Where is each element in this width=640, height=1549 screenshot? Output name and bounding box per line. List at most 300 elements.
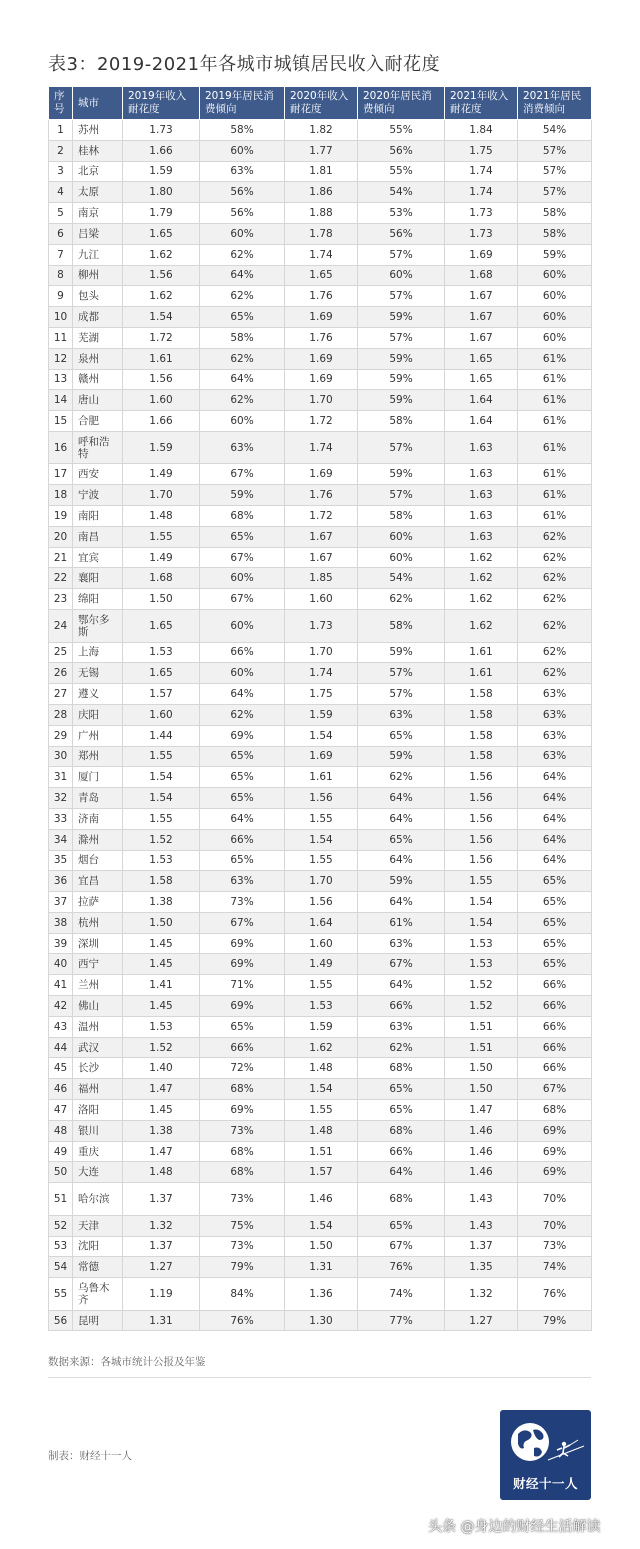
cell-2021-consumption: 58% bbox=[518, 203, 592, 224]
table-row bbox=[49, 161, 592, 182]
cell-2020-income: 1.72 bbox=[285, 506, 358, 527]
cell-2020-income: 1.55 bbox=[285, 975, 358, 996]
cell-2021-income: 1.63 bbox=[445, 506, 518, 527]
cell-2021-consumption: 70% bbox=[518, 1183, 592, 1216]
cell-2020-consumption: 57% bbox=[358, 327, 445, 348]
cell-2019-consumption: 73% bbox=[200, 1120, 285, 1141]
cell-index: 8 bbox=[49, 265, 73, 286]
col-header-city: 城市 bbox=[73, 87, 123, 120]
cell-index: 40 bbox=[49, 954, 73, 975]
table-row bbox=[49, 642, 592, 663]
cell-2020-consumption: 55% bbox=[358, 161, 445, 182]
cell-index: 6 bbox=[49, 223, 73, 244]
cell-2021-income: 1.50 bbox=[445, 1058, 518, 1079]
cell-2021-consumption: 66% bbox=[518, 996, 592, 1017]
cell-2021-consumption: 60% bbox=[518, 327, 592, 348]
cell-2019-income: 1.45 bbox=[123, 1100, 200, 1121]
table-row bbox=[49, 1278, 592, 1311]
cell-2021-income: 1.74 bbox=[445, 182, 518, 203]
cell-2019-consumption: 65% bbox=[200, 1016, 285, 1037]
cell-2020-income: 1.60 bbox=[285, 933, 358, 954]
cell-2019-income: 1.38 bbox=[123, 1120, 200, 1141]
cell-2019-income: 1.40 bbox=[123, 1058, 200, 1079]
cell-city: 包头 bbox=[73, 286, 123, 307]
cell-2021-consumption: 57% bbox=[518, 182, 592, 203]
cell-2019-income: 1.66 bbox=[123, 140, 200, 161]
cell-2020-income: 1.76 bbox=[285, 327, 358, 348]
cell-2021-consumption: 60% bbox=[518, 265, 592, 286]
cell-2019-consumption: 62% bbox=[200, 390, 285, 411]
table-row bbox=[49, 506, 592, 527]
table-row bbox=[49, 140, 592, 161]
cell-2020-income: 1.69 bbox=[285, 307, 358, 328]
table-row bbox=[49, 767, 592, 788]
cell-2019-consumption: 65% bbox=[200, 850, 285, 871]
cell-2019-income: 1.55 bbox=[123, 526, 200, 547]
cell-2020-income: 1.74 bbox=[285, 244, 358, 265]
cell-2019-income: 1.54 bbox=[123, 767, 200, 788]
cell-city: 宁波 bbox=[73, 485, 123, 506]
cell-2021-consumption: 62% bbox=[518, 663, 592, 684]
cell-2020-income: 1.70 bbox=[285, 390, 358, 411]
cell-2021-income: 1.62 bbox=[445, 547, 518, 568]
cell-2021-consumption: 66% bbox=[518, 1037, 592, 1058]
table-row bbox=[49, 725, 592, 746]
cell-2019-consumption: 67% bbox=[200, 912, 285, 933]
cell-2020-consumption: 58% bbox=[358, 411, 445, 432]
cell-city: 杭州 bbox=[73, 912, 123, 933]
cell-2020-consumption: 59% bbox=[358, 390, 445, 411]
cell-2021-consumption: 61% bbox=[518, 464, 592, 485]
cell-city: 福州 bbox=[73, 1079, 123, 1100]
cell-2021-income: 1.47 bbox=[445, 1100, 518, 1121]
cell-index: 36 bbox=[49, 871, 73, 892]
cell-2019-income: 1.45 bbox=[123, 933, 200, 954]
cell-2020-consumption: 64% bbox=[358, 808, 445, 829]
cell-index: 41 bbox=[49, 975, 73, 996]
cell-2020-income: 1.82 bbox=[285, 120, 358, 141]
table-row bbox=[49, 1257, 592, 1278]
cell-index: 16 bbox=[49, 431, 73, 464]
cell-2021-consumption: 60% bbox=[518, 286, 592, 307]
cell-2021-income: 1.50 bbox=[445, 1079, 518, 1100]
cell-2019-consumption: 64% bbox=[200, 265, 285, 286]
cell-city: 芜湖 bbox=[73, 327, 123, 348]
cell-2019-consumption: 62% bbox=[200, 348, 285, 369]
cell-city: 无锡 bbox=[73, 663, 123, 684]
cell-2019-consumption: 68% bbox=[200, 1079, 285, 1100]
col-header-2021-income: 2021年收入耐花度 bbox=[445, 87, 518, 120]
cell-city: 重庆 bbox=[73, 1141, 123, 1162]
cell-2020-income: 1.81 bbox=[285, 161, 358, 182]
cell-city: 厦门 bbox=[73, 767, 123, 788]
cell-city: 长沙 bbox=[73, 1058, 123, 1079]
cell-2021-consumption: 70% bbox=[518, 1215, 592, 1236]
cell-2019-income: 1.32 bbox=[123, 1215, 200, 1236]
cell-2020-income: 1.56 bbox=[285, 892, 358, 913]
table-row bbox=[49, 1100, 592, 1121]
cell-2021-income: 1.51 bbox=[445, 1037, 518, 1058]
cell-2019-income: 1.52 bbox=[123, 829, 200, 850]
cell-2021-consumption: 64% bbox=[518, 829, 592, 850]
table-row bbox=[49, 892, 592, 913]
cell-2021-consumption: 67% bbox=[518, 1079, 592, 1100]
cell-2019-consumption: 75% bbox=[200, 1215, 285, 1236]
cell-2019-consumption: 69% bbox=[200, 1100, 285, 1121]
cell-2020-consumption: 59% bbox=[358, 464, 445, 485]
cell-index: 45 bbox=[49, 1058, 73, 1079]
cell-index: 14 bbox=[49, 390, 73, 411]
cell-2020-income: 1.85 bbox=[285, 568, 358, 589]
cell-index: 28 bbox=[49, 704, 73, 725]
cell-index: 32 bbox=[49, 788, 73, 809]
cell-city: 鄂尔多斯 bbox=[73, 610, 123, 643]
cell-index: 46 bbox=[49, 1079, 73, 1100]
cell-2020-consumption: 65% bbox=[358, 1100, 445, 1121]
cell-index: 29 bbox=[49, 725, 73, 746]
brand-logo bbox=[500, 1410, 591, 1500]
cell-2019-income: 1.60 bbox=[123, 390, 200, 411]
cell-index: 33 bbox=[49, 808, 73, 829]
cell-city: 烟台 bbox=[73, 850, 123, 871]
table-row bbox=[49, 411, 592, 432]
cell-2020-income: 1.67 bbox=[285, 526, 358, 547]
cell-2021-income: 1.54 bbox=[445, 912, 518, 933]
cell-2021-income: 1.67 bbox=[445, 286, 518, 307]
cell-2019-consumption: 56% bbox=[200, 182, 285, 203]
cell-city: 郑州 bbox=[73, 746, 123, 767]
cell-2021-income: 1.67 bbox=[445, 307, 518, 328]
cell-2021-consumption: 69% bbox=[518, 1141, 592, 1162]
cell-2020-income: 1.88 bbox=[285, 203, 358, 224]
col-header-2021-consumption: 2021年居民消费倾向 bbox=[518, 87, 592, 120]
cell-index: 52 bbox=[49, 1215, 73, 1236]
cell-2020-consumption: 57% bbox=[358, 286, 445, 307]
cell-2021-income: 1.64 bbox=[445, 390, 518, 411]
cell-2019-consumption: 60% bbox=[200, 140, 285, 161]
cell-index: 54 bbox=[49, 1257, 73, 1278]
cell-city: 襄阳 bbox=[73, 568, 123, 589]
cell-2019-income: 1.19 bbox=[123, 1278, 200, 1311]
cell-2019-income: 1.37 bbox=[123, 1236, 200, 1257]
cell-2020-income: 1.54 bbox=[285, 1079, 358, 1100]
cell-2021-income: 1.35 bbox=[445, 1257, 518, 1278]
table-header-row bbox=[49, 87, 592, 120]
cell-2021-income: 1.46 bbox=[445, 1141, 518, 1162]
cell-2020-consumption: 76% bbox=[358, 1257, 445, 1278]
cell-2019-income: 1.56 bbox=[123, 265, 200, 286]
table-row bbox=[49, 369, 592, 390]
cell-2019-income: 1.27 bbox=[123, 1257, 200, 1278]
cell-index: 43 bbox=[49, 1016, 73, 1037]
cell-2021-consumption: 61% bbox=[518, 485, 592, 506]
table-row bbox=[49, 1215, 592, 1236]
cell-2021-income: 1.56 bbox=[445, 808, 518, 829]
table-row bbox=[49, 933, 592, 954]
cell-2021-consumption: 73% bbox=[518, 1236, 592, 1257]
cell-2019-income: 1.55 bbox=[123, 746, 200, 767]
cell-2021-income: 1.65 bbox=[445, 369, 518, 390]
cell-2021-income: 1.69 bbox=[445, 244, 518, 265]
cell-2020-consumption: 64% bbox=[358, 892, 445, 913]
table-body bbox=[49, 120, 592, 1331]
cell-2019-income: 1.52 bbox=[123, 1037, 200, 1058]
cell-2020-consumption: 65% bbox=[358, 829, 445, 850]
cell-city: 苏州 bbox=[73, 120, 123, 141]
cell-2019-consumption: 67% bbox=[200, 547, 285, 568]
cell-city: 太原 bbox=[73, 182, 123, 203]
table-row bbox=[49, 912, 592, 933]
cell-2020-income: 1.70 bbox=[285, 871, 358, 892]
cell-index: 21 bbox=[49, 547, 73, 568]
col-header-2020-income: 2020年收入耐花度 bbox=[285, 87, 358, 120]
cell-2021-consumption: 65% bbox=[518, 892, 592, 913]
cell-2019-consumption: 68% bbox=[200, 1162, 285, 1183]
cell-2019-consumption: 73% bbox=[200, 1236, 285, 1257]
cell-2021-income: 1.52 bbox=[445, 975, 518, 996]
cell-index: 47 bbox=[49, 1100, 73, 1121]
cell-2021-consumption: 61% bbox=[518, 506, 592, 527]
cell-2020-consumption: 68% bbox=[358, 1120, 445, 1141]
cell-2020-consumption: 58% bbox=[358, 610, 445, 643]
cell-index: 48 bbox=[49, 1120, 73, 1141]
table-row bbox=[49, 1016, 592, 1037]
cell-2020-income: 1.48 bbox=[285, 1058, 358, 1079]
cell-2019-income: 1.53 bbox=[123, 642, 200, 663]
cell-2021-consumption: 57% bbox=[518, 140, 592, 161]
cell-2021-consumption: 64% bbox=[518, 788, 592, 809]
cell-2019-consumption: 60% bbox=[200, 411, 285, 432]
table-row bbox=[49, 829, 592, 850]
table-row bbox=[49, 431, 592, 464]
cell-2021-income: 1.61 bbox=[445, 663, 518, 684]
cell-2020-consumption: 64% bbox=[358, 975, 445, 996]
cell-2020-income: 1.61 bbox=[285, 767, 358, 788]
cell-2021-income: 1.58 bbox=[445, 725, 518, 746]
cell-2021-income: 1.54 bbox=[445, 892, 518, 913]
cell-2020-income: 1.55 bbox=[285, 1100, 358, 1121]
cell-2020-consumption: 77% bbox=[358, 1310, 445, 1331]
cell-2020-consumption: 57% bbox=[358, 485, 445, 506]
table-row bbox=[49, 746, 592, 767]
cell-2020-consumption: 57% bbox=[358, 663, 445, 684]
cell-2021-consumption: 64% bbox=[518, 808, 592, 829]
cell-2019-income: 1.48 bbox=[123, 506, 200, 527]
table-row bbox=[49, 1141, 592, 1162]
cell-2021-consumption: 79% bbox=[518, 1310, 592, 1331]
table-row bbox=[49, 244, 592, 265]
table-row bbox=[49, 390, 592, 411]
cell-2021-consumption: 59% bbox=[518, 244, 592, 265]
cell-2019-income: 1.37 bbox=[123, 1183, 200, 1216]
cell-city: 兰州 bbox=[73, 975, 123, 996]
cell-2021-income: 1.53 bbox=[445, 954, 518, 975]
cell-2019-income: 1.45 bbox=[123, 954, 200, 975]
cell-2019-income: 1.58 bbox=[123, 871, 200, 892]
cell-2020-consumption: 62% bbox=[358, 1037, 445, 1058]
cell-2020-consumption: 65% bbox=[358, 725, 445, 746]
cell-2020-income: 1.75 bbox=[285, 684, 358, 705]
cell-2021-income: 1.73 bbox=[445, 223, 518, 244]
cell-2021-income: 1.58 bbox=[445, 684, 518, 705]
table-row bbox=[49, 684, 592, 705]
table-row bbox=[49, 610, 592, 643]
cell-2021-consumption: 63% bbox=[518, 704, 592, 725]
cell-2021-consumption: 65% bbox=[518, 954, 592, 975]
cell-index: 44 bbox=[49, 1037, 73, 1058]
cell-index: 50 bbox=[49, 1162, 73, 1183]
table-row bbox=[49, 182, 592, 203]
cell-2019-consumption: 62% bbox=[200, 244, 285, 265]
cell-2019-income: 1.79 bbox=[123, 203, 200, 224]
cell-2019-consumption: 65% bbox=[200, 307, 285, 328]
cell-2021-consumption: 62% bbox=[518, 568, 592, 589]
cell-index: 31 bbox=[49, 767, 73, 788]
table-row bbox=[49, 526, 592, 547]
cell-2020-consumption: 59% bbox=[358, 369, 445, 390]
cell-index: 24 bbox=[49, 610, 73, 643]
cell-index: 38 bbox=[49, 912, 73, 933]
cell-2021-consumption: 66% bbox=[518, 1016, 592, 1037]
cell-2019-consumption: 60% bbox=[200, 610, 285, 643]
cell-2021-consumption: 62% bbox=[518, 610, 592, 643]
cell-2020-consumption: 53% bbox=[358, 203, 445, 224]
table-row bbox=[49, 1079, 592, 1100]
cell-2020-income: 1.72 bbox=[285, 411, 358, 432]
cell-2020-consumption: 65% bbox=[358, 1079, 445, 1100]
cell-2019-consumption: 65% bbox=[200, 788, 285, 809]
cell-city: 哈尔滨 bbox=[73, 1183, 123, 1216]
cell-2021-consumption: 61% bbox=[518, 369, 592, 390]
cell-2020-consumption: 59% bbox=[358, 871, 445, 892]
cell-city: 上海 bbox=[73, 642, 123, 663]
cell-2021-income: 1.32 bbox=[445, 1278, 518, 1311]
cell-index: 39 bbox=[49, 933, 73, 954]
cell-2019-income: 1.56 bbox=[123, 369, 200, 390]
cell-2019-consumption: 62% bbox=[200, 704, 285, 725]
cell-2021-income: 1.65 bbox=[445, 348, 518, 369]
cell-2020-consumption: 60% bbox=[358, 526, 445, 547]
cell-index: 4 bbox=[49, 182, 73, 203]
cell-2019-consumption: 69% bbox=[200, 725, 285, 746]
cell-2021-consumption: 62% bbox=[518, 547, 592, 568]
cell-2021-consumption: 61% bbox=[518, 390, 592, 411]
cell-2020-consumption: 54% bbox=[358, 182, 445, 203]
cell-2021-income: 1.56 bbox=[445, 829, 518, 850]
cell-city: 昆明 bbox=[73, 1310, 123, 1331]
table-row bbox=[49, 589, 592, 610]
table-row bbox=[49, 348, 592, 369]
cell-2019-income: 1.73 bbox=[123, 120, 200, 141]
cell-2021-consumption: 62% bbox=[518, 589, 592, 610]
cell-city: 桂林 bbox=[73, 140, 123, 161]
cell-2019-consumption: 66% bbox=[200, 829, 285, 850]
cell-2019-consumption: 79% bbox=[200, 1257, 285, 1278]
cell-2020-income: 1.56 bbox=[285, 788, 358, 809]
table-row bbox=[49, 1183, 592, 1216]
table-row bbox=[49, 120, 592, 141]
cell-2019-income: 1.60 bbox=[123, 704, 200, 725]
cell-index: 15 bbox=[49, 411, 73, 432]
cell-2020-consumption: 64% bbox=[358, 788, 445, 809]
cell-index: 51 bbox=[49, 1183, 73, 1216]
cell-2020-income: 1.51 bbox=[285, 1141, 358, 1162]
cell-city: 泉州 bbox=[73, 348, 123, 369]
cell-2019-income: 1.54 bbox=[123, 307, 200, 328]
cell-2021-consumption: 62% bbox=[518, 526, 592, 547]
cell-2019-income: 1.59 bbox=[123, 431, 200, 464]
source-note: 数据来源：各城市统计公报及年鉴 bbox=[48, 1356, 206, 1368]
cell-2019-income: 1.70 bbox=[123, 485, 200, 506]
cell-2020-consumption: 65% bbox=[358, 1215, 445, 1236]
cell-2021-income: 1.63 bbox=[445, 464, 518, 485]
cell-2019-income: 1.61 bbox=[123, 348, 200, 369]
cell-2019-consumption: 64% bbox=[200, 808, 285, 829]
cell-2020-income: 1.55 bbox=[285, 850, 358, 871]
cell-city: 洛阳 bbox=[73, 1100, 123, 1121]
cell-2020-income: 1.30 bbox=[285, 1310, 358, 1331]
cell-city: 拉萨 bbox=[73, 892, 123, 913]
cell-2019-consumption: 72% bbox=[200, 1058, 285, 1079]
cell-2021-consumption: 69% bbox=[518, 1162, 592, 1183]
cell-2019-income: 1.48 bbox=[123, 1162, 200, 1183]
table-row bbox=[49, 485, 592, 506]
cell-city: 佛山 bbox=[73, 996, 123, 1017]
cell-2019-consumption: 56% bbox=[200, 203, 285, 224]
cell-2020-income: 1.76 bbox=[285, 286, 358, 307]
table-row bbox=[49, 1236, 592, 1257]
cell-2020-consumption: 54% bbox=[358, 568, 445, 589]
divider bbox=[48, 1377, 591, 1378]
cell-2019-income: 1.66 bbox=[123, 411, 200, 432]
cell-2021-income: 1.53 bbox=[445, 933, 518, 954]
cell-city: 青岛 bbox=[73, 788, 123, 809]
cell-2020-income: 1.76 bbox=[285, 485, 358, 506]
cell-index: 10 bbox=[49, 307, 73, 328]
table-row bbox=[49, 788, 592, 809]
cell-2019-consumption: 63% bbox=[200, 871, 285, 892]
cell-2019-consumption: 65% bbox=[200, 746, 285, 767]
table-row bbox=[49, 808, 592, 829]
cell-2021-income: 1.62 bbox=[445, 589, 518, 610]
cell-2019-income: 1.53 bbox=[123, 850, 200, 871]
cell-2021-income: 1.51 bbox=[445, 1016, 518, 1037]
cell-2020-income: 1.48 bbox=[285, 1120, 358, 1141]
cell-2020-consumption: 66% bbox=[358, 1141, 445, 1162]
cell-2021-consumption: 68% bbox=[518, 1100, 592, 1121]
cell-2019-income: 1.53 bbox=[123, 1016, 200, 1037]
cell-2021-consumption: 61% bbox=[518, 348, 592, 369]
cell-2020-consumption: 62% bbox=[358, 589, 445, 610]
cell-2020-consumption: 59% bbox=[358, 348, 445, 369]
cell-2019-income: 1.31 bbox=[123, 1310, 200, 1331]
cell-city: 西安 bbox=[73, 464, 123, 485]
cell-city: 温州 bbox=[73, 1016, 123, 1037]
cell-2021-consumption: 63% bbox=[518, 684, 592, 705]
cell-2020-consumption: 60% bbox=[358, 265, 445, 286]
cell-2021-income: 1.46 bbox=[445, 1120, 518, 1141]
cell-city: 唐山 bbox=[73, 390, 123, 411]
cell-2019-consumption: 65% bbox=[200, 767, 285, 788]
table-row bbox=[49, 1310, 592, 1331]
cell-2020-consumption: 63% bbox=[358, 704, 445, 725]
cell-index: 12 bbox=[49, 348, 73, 369]
cell-2021-income: 1.43 bbox=[445, 1215, 518, 1236]
cell-city: 济南 bbox=[73, 808, 123, 829]
cell-2020-consumption: 59% bbox=[358, 642, 445, 663]
cell-2019-income: 1.65 bbox=[123, 663, 200, 684]
cell-2021-income: 1.63 bbox=[445, 485, 518, 506]
